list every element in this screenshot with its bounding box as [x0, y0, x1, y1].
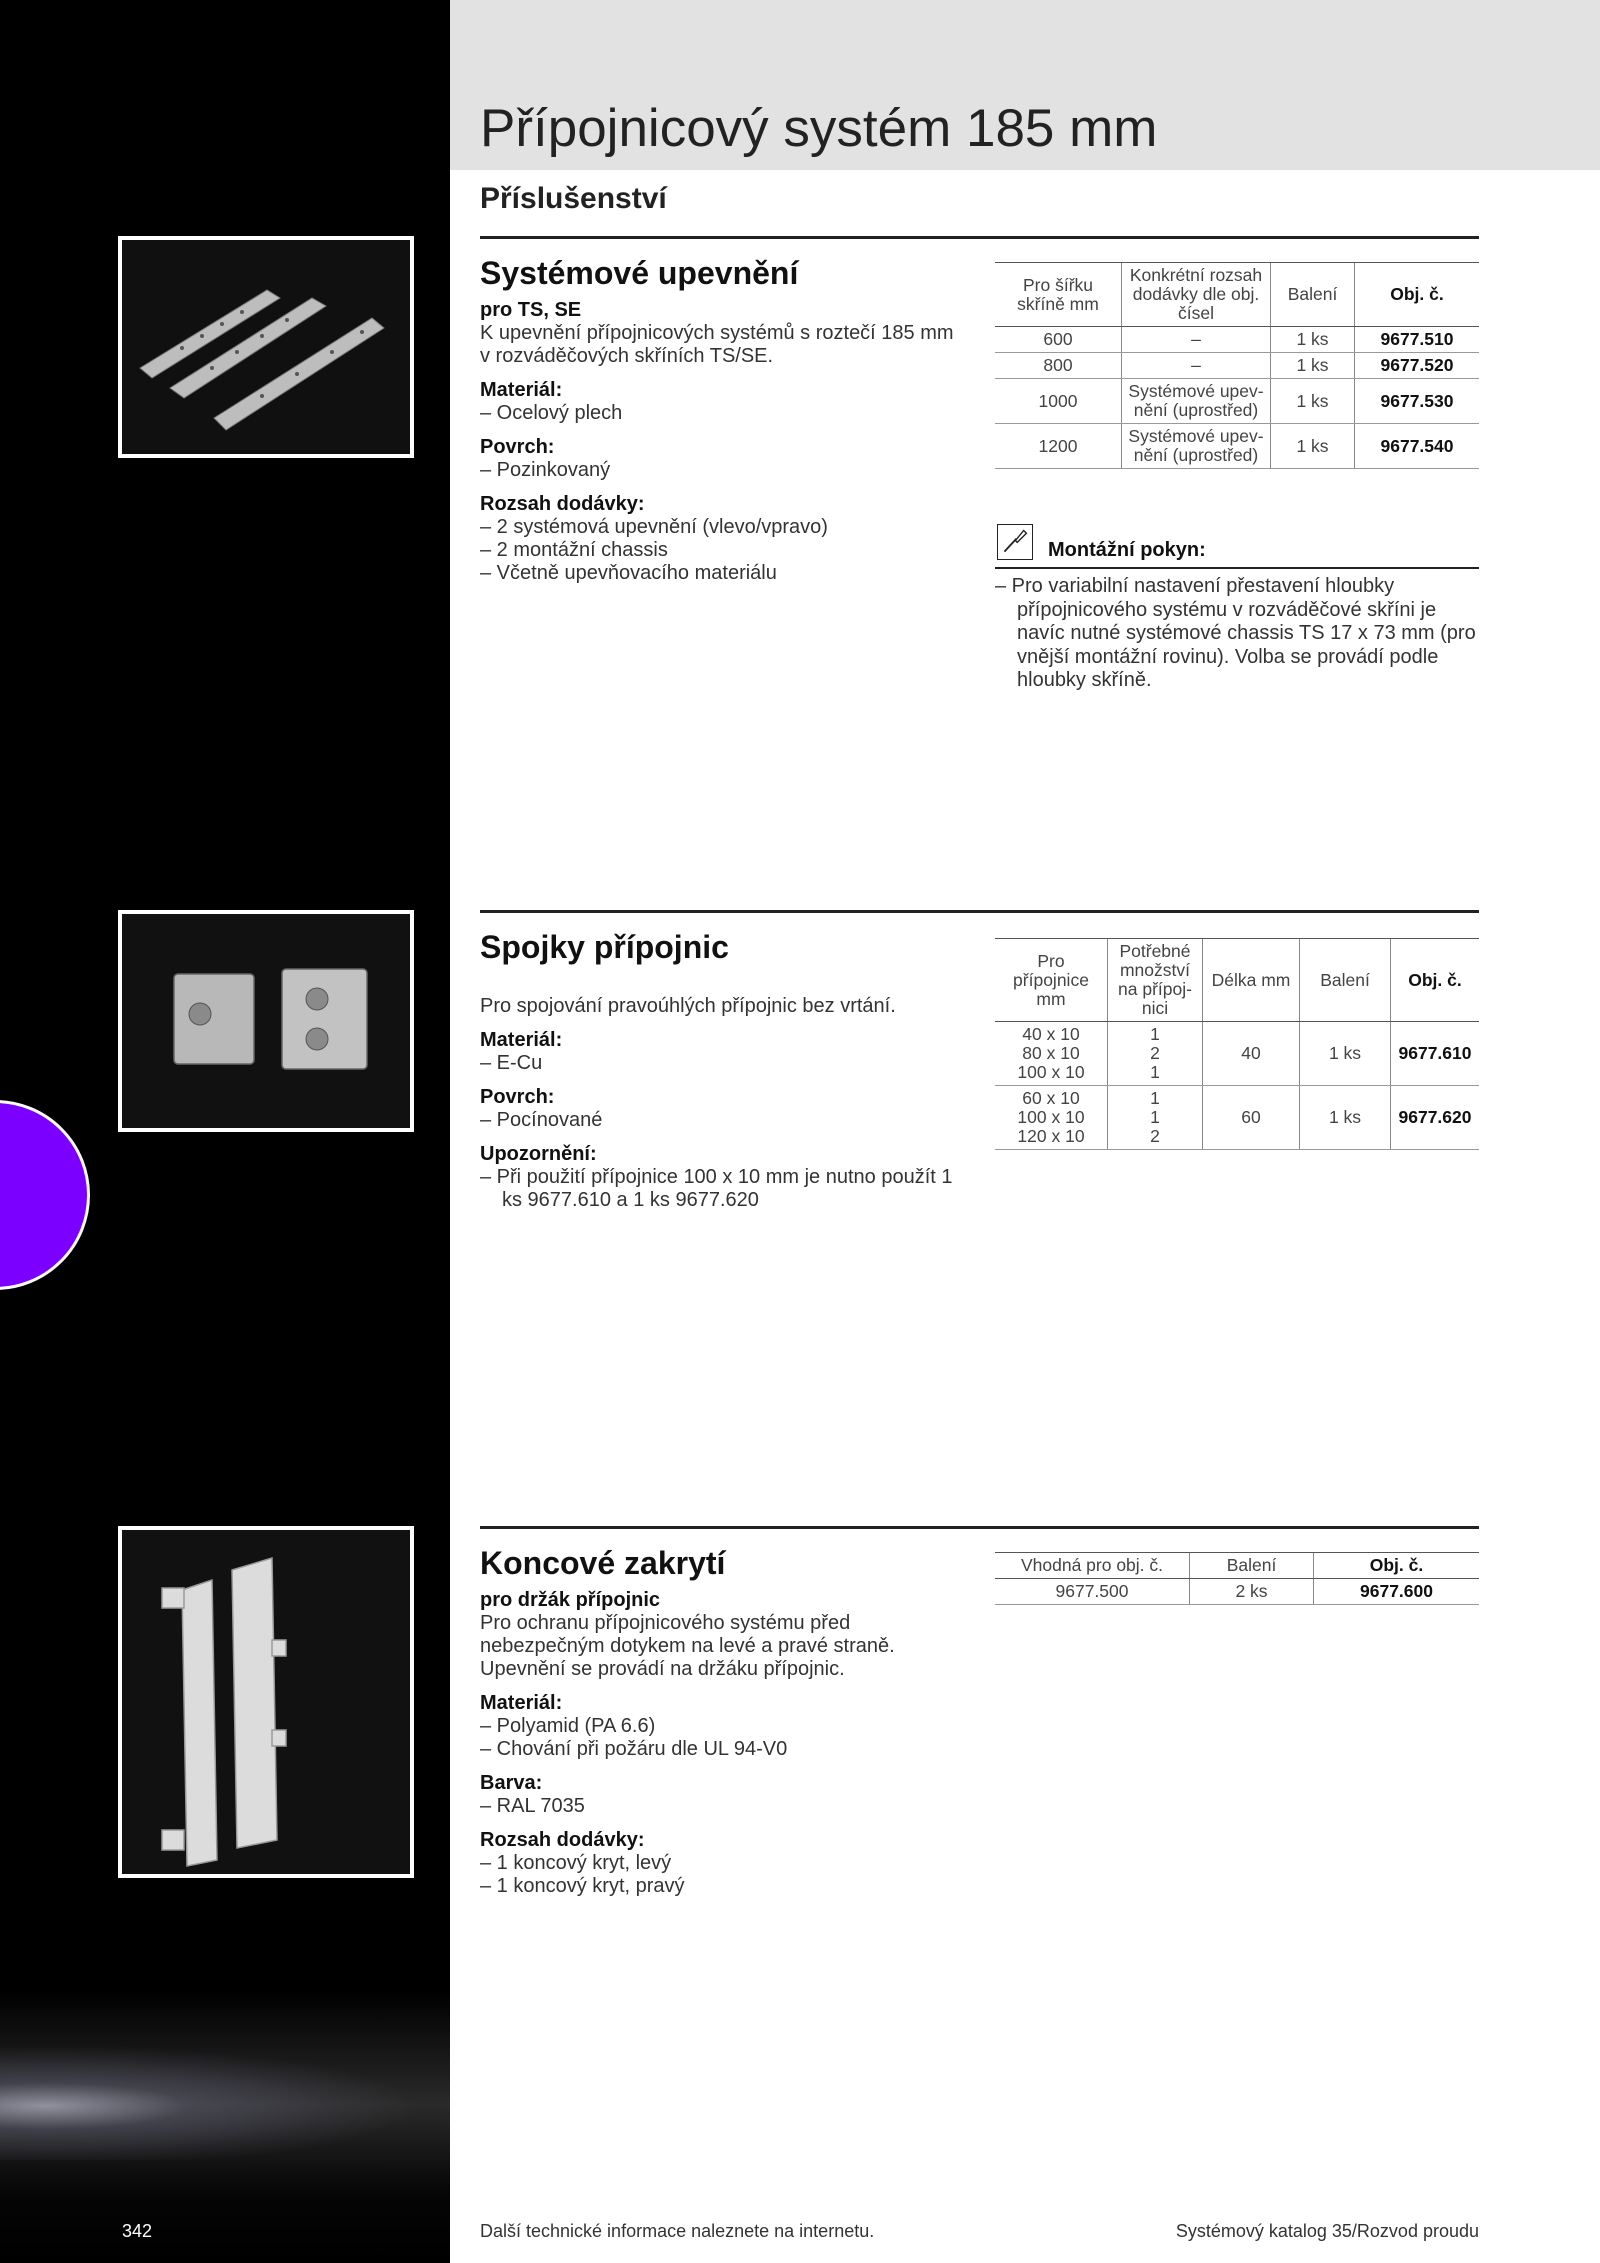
cell: Systémové upev-nění (uprostřed) [1122, 379, 1271, 424]
delivery-label: Rozsah dodávky: [480, 493, 645, 515]
surface-label: Povrch: [480, 436, 555, 458]
sidebar-glow [0, 2040, 450, 2160]
cell-line: 100 x 10 [1017, 1107, 1085, 1127]
table-row [995, 353, 1479, 379]
cell-line: 1 [1150, 1088, 1160, 1108]
product-photo-end-cover [118, 1526, 414, 1878]
cell: – [1122, 327, 1271, 353]
cell: 600 [995, 327, 1122, 353]
cell [1108, 1086, 1203, 1150]
page-title: Přípojnicový systém 185 mm [480, 99, 1158, 158]
col-header: Obj. č. [1391, 939, 1480, 1022]
note-text: – Pro variabilní nastavení přestavení hloubky přípojnicového systému v rozváděčové skříni je navíc nutné systémové chassis TS 17 x 73 mm (pro vnější montážní rovinu). Volba se provádí podle hloubky skříně. [995, 575, 1476, 691]
col-header: Pro přípojnice mm [995, 939, 1108, 1022]
list-item: – Včetně upevňovacího materiálu [480, 562, 777, 584]
section-busbar-connectors [480, 929, 960, 1212]
table-row [995, 327, 1479, 353]
cell-line: 2 [1150, 1043, 1160, 1063]
cell-line: 40 x 10 [1022, 1024, 1080, 1044]
cell: 9677.530 [1355, 379, 1480, 424]
page-number: 342 [122, 2221, 153, 2241]
list-item: – 2 systémová upevnění (vlevo/vpravo) [480, 516, 828, 538]
cell: 9677.510 [1355, 327, 1480, 353]
section-title: Systémové upevnění [480, 255, 799, 291]
list-item: – Polyamid (PA 6.6) [480, 1715, 656, 1737]
note-title: Montážní pokyn: [1048, 539, 1206, 561]
cell: 9677.610 [1391, 1022, 1480, 1086]
cell: 1000 [995, 379, 1122, 424]
cell: 1 ks [1271, 379, 1355, 424]
table-row [995, 1086, 1479, 1150]
cell: 1 ks [1300, 1022, 1391, 1086]
cell: 40 [1203, 1022, 1300, 1086]
section-title: Koncové zakrytí [480, 1545, 726, 1581]
table-row [995, 1579, 1479, 1605]
cell: 1 ks [1271, 353, 1355, 379]
warning-label: Upozornění: [480, 1143, 597, 1165]
cell: 1200 [995, 424, 1122, 469]
col-header: Konkrétní rozsah dodávky dle obj. čísel [1122, 263, 1271, 327]
list-item: – Chování při požáru dle UL 94-V0 [480, 1738, 788, 1760]
material-label: Materiál: [480, 379, 563, 401]
cell: 9677.540 [1355, 424, 1480, 469]
section-system-mounting [480, 255, 960, 585]
list-item: – Pocínované [480, 1109, 603, 1131]
cell: 2 ks [1190, 1579, 1314, 1605]
cell [995, 1086, 1108, 1150]
section-intro: Pro spojování pravoúhlých přípojnic bez vrtání. [480, 995, 896, 1017]
cell-line: 100 x 10 [1017, 1062, 1085, 1082]
cell: 9677.620 [1391, 1086, 1480, 1150]
screwdriver-icon [997, 524, 1033, 560]
spec-table-end-cover [995, 1552, 1479, 1605]
cell-line: 60 x 10 [1022, 1088, 1080, 1108]
cell: Systémové upev-nění (uprostřed) [1122, 424, 1271, 469]
cell: 9677.500 [995, 1579, 1190, 1605]
list-item: – 1 koncový kryt, pravý [480, 1875, 685, 1897]
col-header: Vhodná pro obj. č. [995, 1553, 1190, 1579]
cell: 1 ks [1271, 327, 1355, 353]
section-intro: Pro ochranu přípojnicového systému před nebezpečným dotykem na levé a pravé straně. Upevnění se provádí na držáku přípojnic. [480, 1612, 895, 1680]
list-item: – 2 montážní chassis [480, 539, 668, 561]
col-header: Délka mm [1203, 939, 1300, 1022]
end-cover-image [122, 1530, 410, 1874]
table-row [995, 424, 1479, 469]
product-photo-busbar-connectors [118, 910, 414, 1132]
list-item: – E-Cu [480, 1052, 543, 1074]
section-subtitle: pro držák přípojnic [480, 1589, 661, 1611]
page-subtitle: Příslušenství [480, 182, 667, 215]
section-title: Spojky přípojnic [480, 929, 729, 965]
col-header: Pro šířku skříně mm [995, 263, 1122, 327]
section-rule [480, 236, 1479, 239]
col-header: Balení [1300, 939, 1391, 1022]
list-item: – RAL 7035 [480, 1795, 585, 1817]
cell: 1 ks [1300, 1086, 1391, 1150]
section-subtitle: pro TS, SE [480, 299, 582, 321]
footer-right: Systémový katalog 35/Rozvod proudu [1175, 2221, 1479, 2241]
list-item: – Ocelový plech [480, 402, 623, 424]
note-rule [995, 567, 1479, 569]
connectors-image [122, 914, 410, 1128]
spec-table-busbar-connectors [995, 938, 1479, 1150]
cell-line: 1 [1150, 1107, 1160, 1127]
col-header: Balení [1271, 263, 1355, 327]
cell-line: 80 x 10 [1022, 1043, 1080, 1063]
rails-image [122, 240, 410, 454]
table-row [995, 379, 1479, 424]
material-label: Materiál: [480, 1029, 563, 1051]
section-rule [480, 1526, 1479, 1529]
col-header: Obj. č. [1355, 263, 1480, 327]
cell-line: 1 [1150, 1024, 1160, 1044]
cell-line: 1 [1150, 1062, 1160, 1082]
footer-left: Další technické informace naleznete na internetu. [480, 2221, 875, 2241]
cell [995, 1022, 1108, 1086]
cell: 800 [995, 353, 1122, 379]
list-item: – 1 koncový kryt, levý [480, 1852, 672, 1874]
col-header: Obj. č. [1314, 1553, 1480, 1579]
col-header: Potřebné množství na přípoj-nici [1108, 939, 1203, 1022]
list-item: – Při použití přípojnice 100 x 10 mm je nutno použít 1 ks 9677.610 a 1 ks 9677.620 [480, 1166, 953, 1211]
surface-label: Povrch: [480, 1086, 555, 1108]
col-header: Balení [1190, 1553, 1314, 1579]
spec-table-system-mounting [995, 262, 1479, 469]
cell: 60 [1203, 1086, 1300, 1150]
material-label: Materiál: [480, 1692, 563, 1714]
cell: – [1122, 353, 1271, 379]
color-label: Barva: [480, 1772, 543, 1794]
cell: 1 ks [1271, 424, 1355, 469]
delivery-label: Rozsah dodávky: [480, 1829, 645, 1851]
list-item: – Pozinkovaný [480, 459, 611, 481]
section-rule [480, 910, 1479, 913]
cell-line: 120 x 10 [1017, 1126, 1085, 1146]
cell-line: 2 [1150, 1126, 1160, 1146]
section-end-cover [480, 1545, 960, 1898]
cell: 9677.520 [1355, 353, 1480, 379]
cell: 9677.600 [1314, 1579, 1480, 1605]
product-photo-system-mounting [118, 236, 414, 458]
section-intro: K upevnění přípojnicových systémů s roztečí 185 mm v rozváděčových skříních TS/SE. [480, 322, 954, 367]
cell [1108, 1022, 1203, 1086]
table-row [995, 1022, 1479, 1086]
